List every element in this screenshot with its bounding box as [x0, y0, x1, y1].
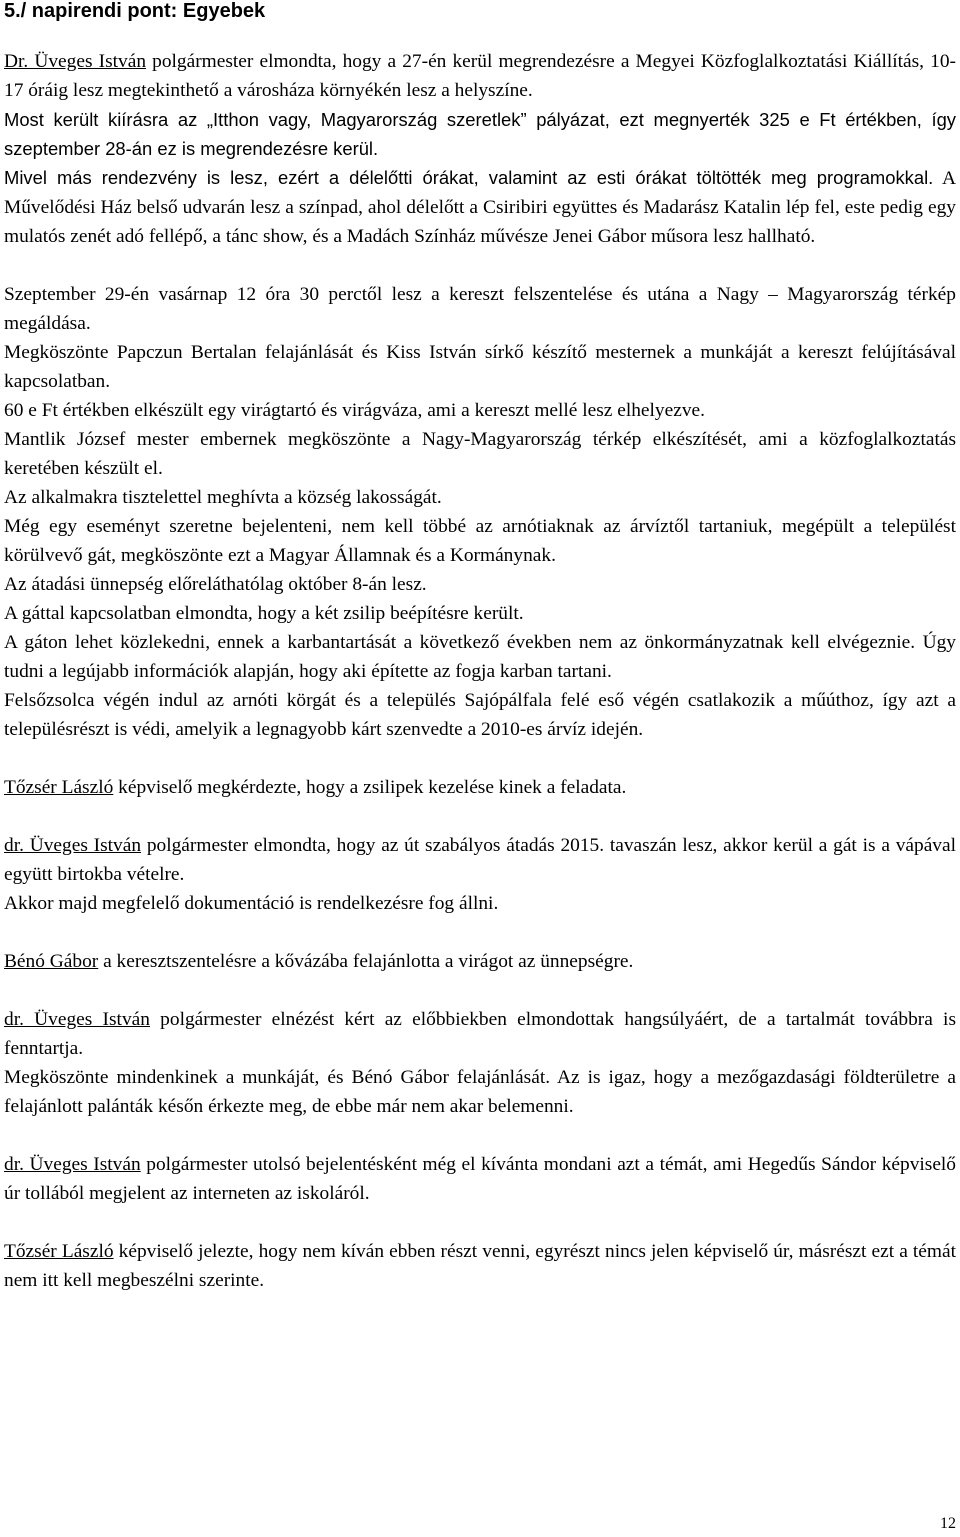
paragraph-invitation: Az alkalmakra tisztelettel meghívta a község lakosságát.	[4, 487, 442, 508]
speaker-name: dr. Üveges István	[4, 1009, 150, 1030]
paragraph-thanks-papczun: Megköszönte Papczun Bertalan felajánlását és Kiss István sírkő készítő mesternek a munkáját a kereszt felújításával kapcsolatban.	[4, 342, 956, 392]
paragraph-ring-dam: Felsőzsolca végén indul az arnóti körgát és a település Sajópálfala felé eső végén csatlakozik a műúthoz, így azt a településrészt is védi, amelyik a legnagyobb kárt szenvedte a 2010-es árvíz idején.	[4, 690, 956, 740]
paragraph-programs: Mivel más rendezvény is lesz, ezért a délelőtti órákat, valamint az esti órákat töltötték meg programokkal. A Művelődési Ház belső udvarán lesz a színpad, ahol délelőtt a Csiribiri együttes és Madarász Katalin lép fel, este pedig egy mulatós zenét adó fellépő, a tánc show, és a Madách Színház művésze Jenei Gábor műsora lesz hallható.	[4, 167, 956, 247]
paragraph-mayor-last-announcement: dr. Üveges István polgármester utolsó bejelentésként még el kívánta mondani azt a témát, ami Hegedűs Sándor képviselő úr tollából megjelent az interneten az iskoláról.	[4, 1154, 957, 1204]
paragraph-cross-consecration: Szeptember 29-én vasárnap 12 óra 30 perctől lesz a kereszt felszentelése és utána a Nagy – Magyarország térkép megáldása.	[4, 284, 956, 334]
paragraph-itthon-vagy: Most került kiírásra az „Itthon vagy, Magyarország szeretlek” pályázat, ezt megnyerték 325 e Ft értékben, így szeptember 28-án ez is megrendezésre kerül.	[4, 109, 956, 159]
page-number: 12	[940, 1515, 956, 1532]
speaker-name: Tőzsér László	[4, 777, 114, 798]
paragraph-mayor-apology: dr. Üveges István polgármester elnézést kért az előbbiekben elmondottak hangsúlyáért, de a tartalmát továbbra is fenntartja.	[4, 1009, 956, 1059]
paragraph-thanks-everyone: Megköszönte mindenkinek a munkáját, és Bénó Gábor felajánlását. Az is igaz, hogy a mezőgazdasági földterületre a felajánlott palánták későn érkezte meg, de ebbe már nem akar belemenni.	[4, 1067, 956, 1117]
agenda-heading: 5./ napirendi pont: Egyebek	[4, 0, 266, 22]
speaker-name: Dr. Üveges István	[4, 51, 147, 72]
document-page	[4, 0, 956, 1295]
paragraph-mayor-exhibition: Dr. Üveges István polgármester elmondta, hogy a 27-én kerül megrendezésre a Megyei Közfoglalkoztatási Kiállítás, 10-17 óráig lesz megtekinthető a városháza környékén lesz a helyszíne.	[4, 51, 956, 101]
paragraph-mayor-handover: dr. Üveges István polgármester elmondta, hogy az út szabályos átadás 2015. tavaszán lesz, akkor kerül a gát is a vápával együtt birtokba vételre.	[4, 835, 956, 885]
paragraph-beno-flowers: Bénó Gábor a keresztszentelésre a kővázába felajánlotta a virágot az ünnepségre.	[4, 951, 634, 972]
paragraph-ceremony-date: Az átadási ünnepség előreláthatólag október 8-án lesz.	[4, 574, 427, 595]
paragraph-documentation: Akkor majd megfelelő dokumentáció is rendelkezésre fog állni.	[4, 893, 499, 914]
speaker-name: Bénó Gábor	[4, 951, 99, 972]
speaker-name: Tőzsér László	[4, 1241, 114, 1262]
paragraph-map-thanks: Mantlik József mester embernek megköszönte a Nagy-Magyarország térkép elkészítését, ami a közfoglalkoztatás keretében készült el.	[4, 429, 956, 479]
speaker-name: dr. Üveges István	[4, 1154, 141, 1175]
paragraph-sluices: A gáttal kapcsolatban elmondta, hogy a két zsilip beépítésre került.	[4, 603, 524, 624]
speaker-name: dr. Üveges István	[4, 835, 142, 856]
paragraph-dam-announcement: Még egy eseményt szeretne bejelenteni, nem kell többé az arnótiaknak az árvíztől tartaniuk, megépült a települést körülvevő gát, megköszönte ezt a Magyar Államnak és a Kormánynak.	[4, 516, 956, 566]
paragraph-dam-maintenance: A gáton lehet közlekedni, ennek a karbantartását a következő években nem az önkormányzatnak kell elvégeznie. Úgy tudni a legújabb információk alapján, hogy aki építette az fogja karban tartani.	[4, 632, 956, 682]
paragraph-tozser-question: Tőzsér László képviselő megkérdezte, hogy a zsilipek kezelése kinek a feladata.	[4, 777, 627, 798]
paragraph-flower-vase: 60 e Ft értékben elkészült egy virágtartó és virágváza, ami a kereszt mellé lesz elhelyezve.	[4, 400, 705, 421]
paragraph-tozser-response: Tőzsér László képviselő jelezte, hogy nem kíván ebben részt venni, egyrészt nincs jelen képviselő úr, másrészt ezt a témát nem itt kell megbeszélni szerinte.	[4, 1241, 956, 1291]
